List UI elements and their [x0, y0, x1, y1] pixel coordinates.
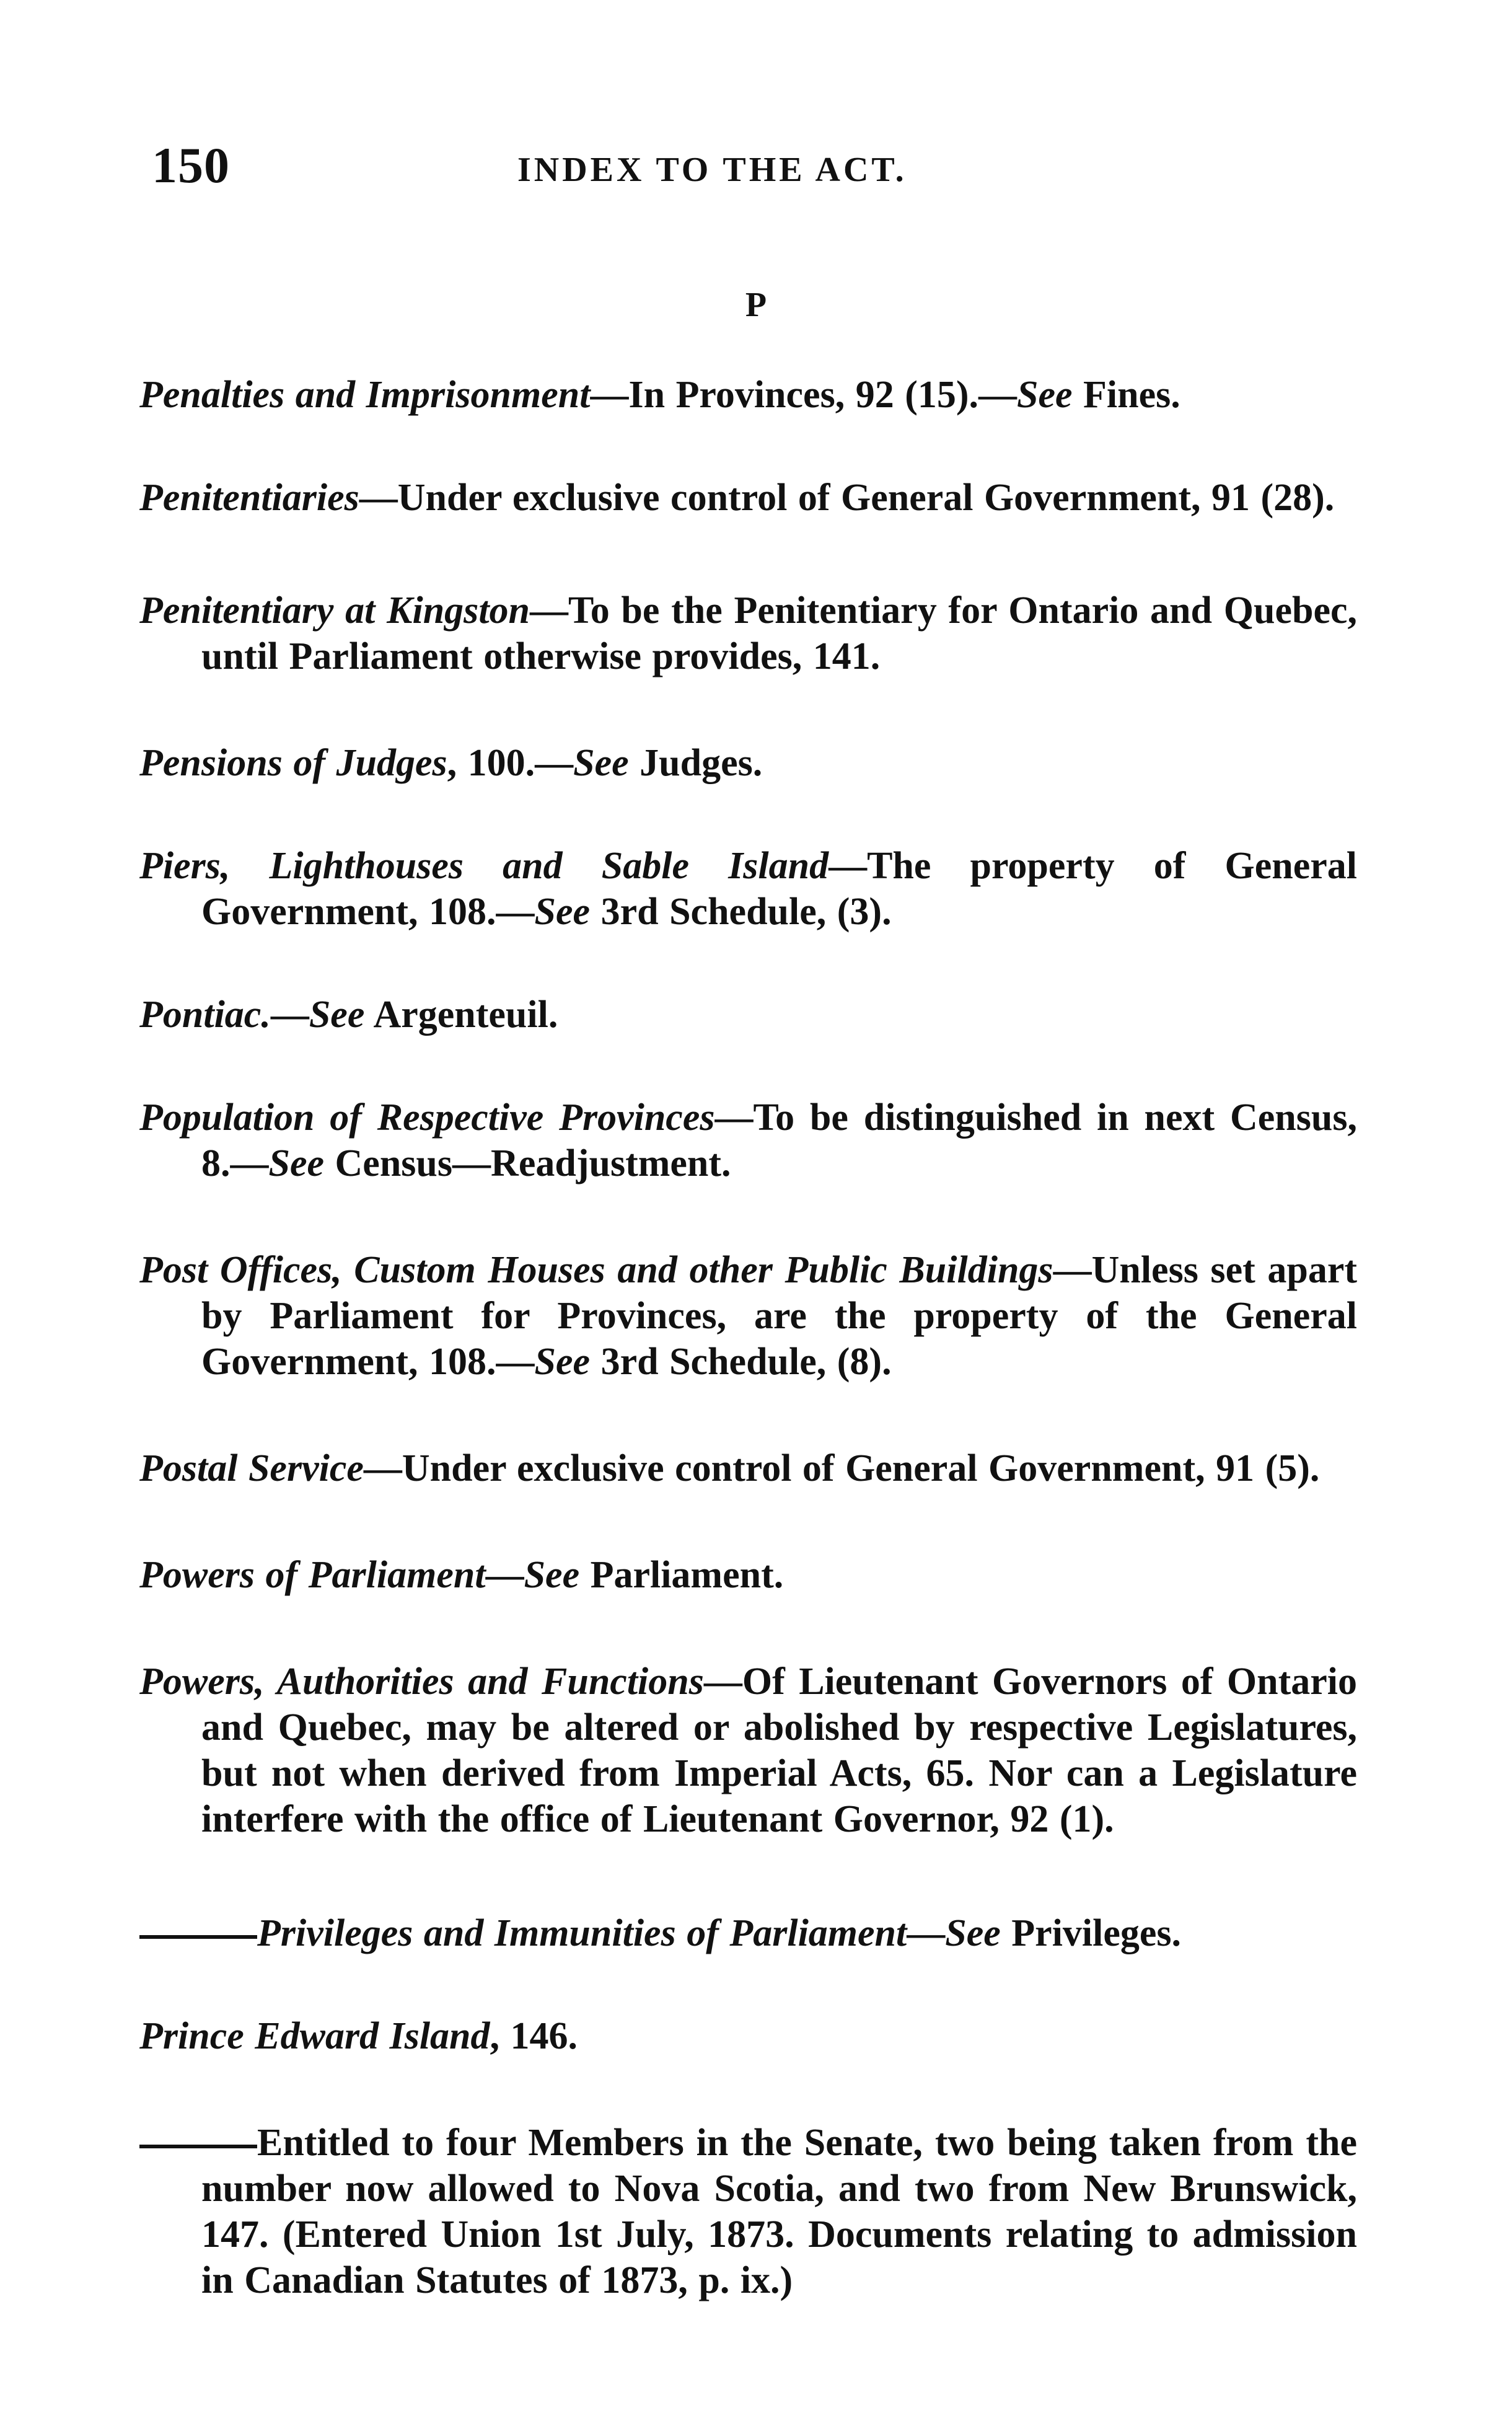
entry-ref: Privileges. [1000, 1912, 1182, 1954]
entry-text: —In Provinces, 92 (15).— [590, 374, 1017, 416]
entry-text: , 146. [490, 2015, 578, 2057]
entry-text: — [485, 1554, 524, 1596]
entry-term: Pontiac. [139, 994, 271, 1036]
entry-term: Penitentiaries [139, 477, 359, 519]
index-entry [139, 1552, 1357, 1598]
entry-term: Privileges and Immunities of Parliament [257, 1912, 907, 1954]
entry-text: —To be the Penitentiary for Ontario and Quebec, until Parliament otherwise provides, 141. [201, 589, 1358, 677]
page-number: 150 [152, 137, 230, 193]
entry-text: — [270, 994, 309, 1036]
index-entry [139, 475, 1357, 521]
index-entry [139, 843, 1357, 935]
entry-ref: Fines. [1072, 374, 1180, 416]
entry-dash [139, 1935, 257, 1939]
entry-see: See [945, 1912, 1001, 1954]
entry-text: —Unless set apart by Parliament for Provinces, are the property of the General Government, 108.— [201, 1249, 1357, 1383]
entry-see: See [1017, 374, 1073, 416]
entry-text: — [907, 1912, 946, 1954]
index-entry [139, 740, 1357, 786]
entry-see: See [573, 742, 629, 784]
index-entry [139, 588, 1357, 679]
entry-ref: Census—Readjustment. [324, 1142, 731, 1184]
entry-term: Population of Respective Provinces [139, 1096, 715, 1139]
index-entry [139, 2120, 1357, 2303]
entry-see: See [309, 994, 365, 1036]
index-entry [139, 1095, 1357, 1186]
entry-ref: 3rd Schedule, (8). [590, 1341, 892, 1383]
entry-text: —The property of General Government, 108.— [201, 845, 1357, 933]
page-header [152, 136, 1357, 211]
index-entry [139, 1659, 1357, 1842]
index-entry [139, 1247, 1357, 1385]
entry-see: See [524, 1554, 580, 1596]
entry-text: —Of Lieutenant Governors of Ontario and Quebec, may be altered or abolished by respective Legislatures, but not when derived from Imperial Acts, 65. Nor can a Legislature interfere with the office of Lieutenant Governor, 92 (1). [201, 1661, 1357, 1840]
entry-term: Penitentiary at Kingston [139, 589, 530, 632]
index-entries [139, 372, 1357, 2303]
entry-term: Post Offices, Custom Houses and other Public Buildings [139, 1249, 1053, 1291]
entry-see: See [268, 1142, 325, 1184]
index-entry [139, 1445, 1357, 1491]
entry-ref: 3rd Schedule, (3). [590, 891, 892, 933]
index-entry [139, 992, 1357, 1038]
entry-term: Penalties and Imprisonment [139, 374, 591, 416]
entry-ref: Argenteuil. [364, 994, 558, 1036]
index-entry [139, 372, 1357, 418]
entry-text: , 100.— [447, 742, 574, 784]
entry-term: Postal Service [139, 1447, 364, 1489]
entry-term: Powers of Parliament [139, 1554, 486, 1596]
entry-term: Powers, Authorities and Functions [139, 1661, 704, 1703]
running-head: INDEX TO THE ACT. [517, 151, 907, 189]
index-entry [139, 2013, 1357, 2059]
entry-text: Entitled to four Members in the Senate, two being taken from the number now allowed to Nova Scotia, and two from New Brunswick, 147. (Entered Union 1st July, 1873. Documents relating to admission in Canadian Statutes of 1873, p. ix.) [201, 2122, 1357, 2301]
entry-see: See [534, 1341, 591, 1383]
entry-term: Pensions of Judges [139, 742, 447, 784]
entry-dash [139, 2145, 257, 2148]
entry-see: See [534, 891, 591, 933]
entry-text: —Under exclusive control of General Government, 91 (5). [363, 1447, 1320, 1489]
entry-text: —Under exclusive control of General Government, 91 (28). [359, 477, 1335, 519]
entry-term: Prince Edward Island [139, 2015, 490, 2057]
section-letter: P [745, 286, 767, 324]
entry-term: Piers, Lighthouses and Sable Island [139, 845, 829, 887]
entry-text: —To be distinguished in next Census, 8.— [201, 1096, 1357, 1184]
entry-ref: Parliament. [579, 1554, 784, 1596]
entry-ref: Judges. [628, 742, 763, 784]
index-entry [139, 1910, 1357, 1956]
